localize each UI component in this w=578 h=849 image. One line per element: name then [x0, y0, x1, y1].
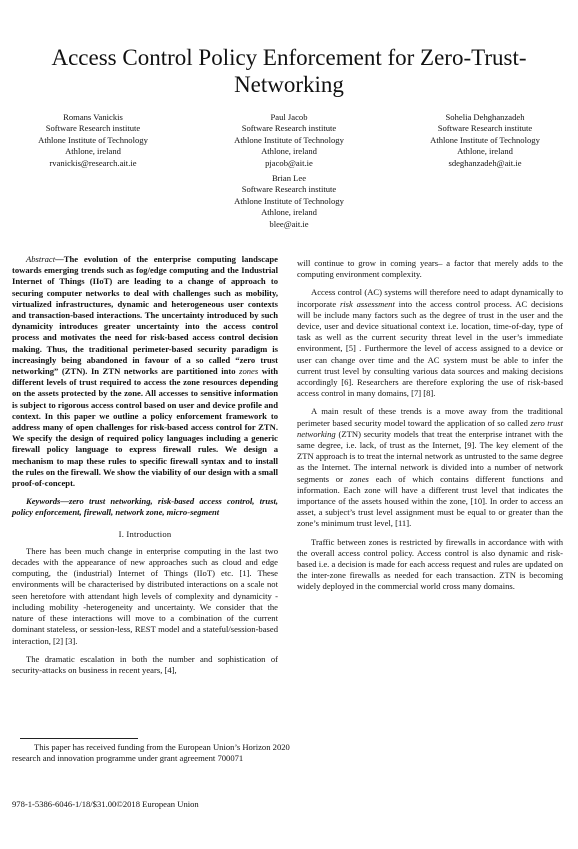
author-name: Paul Jacob [270, 112, 308, 122]
left-column [12, 254, 278, 683]
author-org: Athlone Institute of Technology [38, 134, 148, 145]
right-paragraph-1 [297, 287, 563, 399]
text-run: A main result of these trends is a move away from the traditional perimeter based security model toward the application of so called [297, 406, 563, 428]
footnote-divider [20, 738, 138, 739]
author-org: Athlone Institute of Technology [234, 134, 344, 145]
abstract-zones: zones [239, 366, 259, 377]
right-column [297, 258, 563, 600]
right-paragraph-2 [297, 406, 563, 529]
intro-paragraph-1: There has been much change in enterprise computing in the last two decades with the appearance of new approaches such as cloud and edge computing, the (industrial) Internet of Things (IIoT) etc. [1]. These environments will be characterised by distributed interactions on a scale not seen heretofore with attendant high levels of complexity and dynamicity - including mobility -heterogeneity and uncertainty. We consider that the nature of these interactions will move to a combination of the current dominant stateless, or session-less, REST model and a stateful/session-based interaction, [2] [3]. [12, 545, 278, 646]
author-name: Sohelia Dehghanzadeh [445, 112, 525, 122]
author-name: Romans Vanickis [63, 112, 123, 122]
author-city: Athlone, ireland [65, 146, 121, 157]
author-email: rvanickis@research.ait.ie [49, 157, 137, 168]
author-org: Athlone Institute of Technology [234, 195, 344, 206]
author-block-3 [400, 112, 570, 169]
author-block-1 [8, 112, 178, 169]
author-city: Athlone, ireland [457, 146, 513, 157]
title-line-1: Access Control Policy Enforcement for Zero-Trust- [51, 45, 527, 70]
author-city: Athlone, ireland [261, 146, 317, 157]
author-email: sdeghanzadeh@ait.ie [448, 157, 522, 168]
text-run-italic: zero trust networking [297, 417, 563, 439]
footnote: This paper has received funding from the European Union’s Horizon 2020 research and innovation programme under grant agreement 700071 [12, 742, 290, 764]
text-run: each of which contains different functions and information. Each zone will have a different trust level that indicates the importance of the assets housed within the zone, [10]. In order to access an asset, a subject’s trust level assignment must be equal to or greater than the zone’s minimum trust level, [11]. [297, 473, 563, 529]
keywords-text: —zero trust networking, risk-based access control, trust, policy enforcement, firewall, network zone, micro-segment [12, 496, 278, 518]
author-city: Athlone, ireland [261, 207, 317, 218]
author-block-2 [204, 112, 374, 169]
right-paragraph-0: will continue to grow in coming years– a factor that merely adds to the computing environment complexity. [297, 258, 563, 280]
text-run: Access control (AC) systems will therefore need to adapt dynamically to incorporate [297, 287, 563, 309]
section-heading-introduction: I. Introduction [118, 528, 172, 539]
right-paragraph-3: Traffic between zones is restricted by firewalls in accordance with with the overall access control policy. Access control is also dynamic and risk-based i.e. a decision is made for each access request and rules are updated on the inter-zone firewalls as needed for each transaction. ZTN is becoming widely deployed in the commercial world cross many domains. [297, 536, 563, 592]
author-institute: Software Research institute [241, 123, 337, 134]
intro-paragraph-2: The dramatic escalation in both the number and sophistication of security-attacks on business in recent years, [4], [12, 653, 278, 675]
keywords [12, 496, 278, 518]
author-email: pjacob@ait.ie [265, 157, 313, 168]
author-institute: Software Research institute [241, 184, 337, 195]
abstract [12, 254, 278, 489]
author-name: Brian Lee [271, 173, 307, 183]
abstract-text: —The evolution of the enterprise computing landscape towards emerging trends such as fog/edge computing and the Industrial Internet of Things (IIoT) are leading to a change of approach to securing computer networks to deal with challenges such as mobility, virtualized infrastructures, dynamic and heterogeneous user contexts and transaction-based interactions. The uncertainty introduced by such dynamicity introduces greater uncertainty into the access control process and motivates the need for risk-based access control decision making. Thus, the traditional perimeter-based security paradigm is increasingly being abandoned in favour of a so called “zero trust networking” (ZTN). In ZTN networks are partitioned into [12, 254, 278, 377]
title-line-2: Networking [234, 72, 344, 97]
isbn-line: 978-1-5386-6046-1/18/$31.00©2018 European Union [12, 799, 199, 809]
text-run: (ZTN) security models that treat the enterprise intranet with the same degree, i.e. lack, of trust as the Internet, [9]. The key element of the ZTN approach is to treat the internal network as untrusted to the same degree as the Internet. The internal network is divided into a number of network segments or [297, 428, 563, 484]
text-run-italic: risk assessment [339, 298, 395, 309]
author-institute: Software Research institute [45, 123, 141, 134]
text-run-italic: zones [349, 473, 369, 484]
paper-title [10, 44, 568, 98]
author-org: Athlone Institute of Technology [430, 134, 540, 145]
author-block-4 [204, 173, 374, 230]
author-email: blee@ait.ie [269, 218, 309, 229]
text-run: into the access control process. AC decisions will be include many factors such as the degree of trust in the user and the device, user and device situational context i.e. location, time-of-day, type of task as well as the current security threat level in the user’s immediate environment, [5] . Furthermore the level of access assigned to a device or user can change over time and the AC system must be able to infer the current trust level by consulting various data sources and making decisions accordingly [6]. Researchers are therefore exploring the use of risk-based access control in many domains, [7] [8]. [297, 298, 563, 399]
abstract-text-cont: with different levels of trust required to access the zone resources depending on the assets protected by the zone. All accesses to sensitive information is subject to rigorous access control based on user and device profile and context. In this paper we outline a policy enforcement framework to address many of open challenges for risk-based access control for ZTN. We specify the design of required policy languages including a generic firewall policy language to express firewall rules. We design a mechanism to map these rules to specific firewall syntax and to install the rules on the firewall. We show the viability of our design with a small proof-of-concept. [12, 366, 279, 489]
author-institute: Software Research institute [437, 123, 533, 134]
keywords-label: Keywords [26, 496, 61, 507]
abstract-label: Abstract [26, 254, 56, 264]
